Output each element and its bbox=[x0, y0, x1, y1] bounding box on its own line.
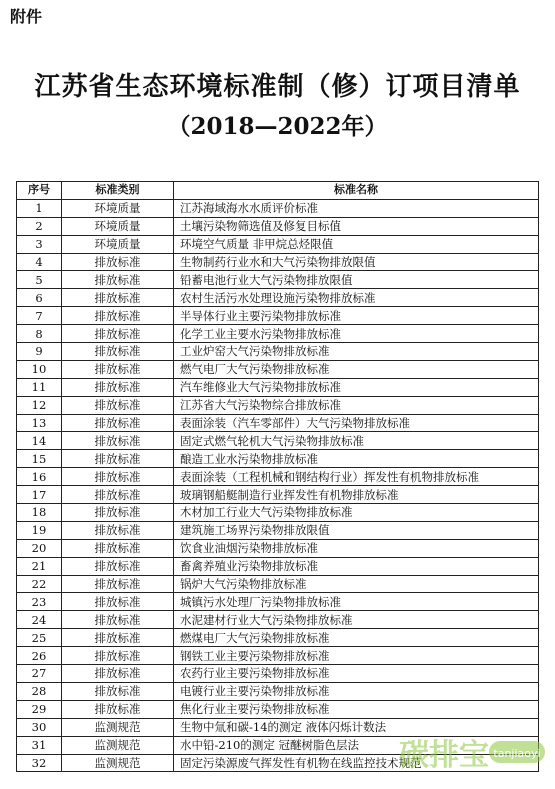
cell-standard-category: 监测规范 bbox=[62, 736, 174, 754]
cell-serial-number: 22 bbox=[17, 575, 62, 593]
header-standard-category: 标准类别 bbox=[62, 182, 174, 200]
cell-serial-number: 14 bbox=[17, 432, 62, 450]
cell-standard-category: 排放标准 bbox=[62, 486, 174, 504]
cell-standard-name: 水泥建材行业大气污染物排放标准 bbox=[174, 611, 539, 629]
cell-standard-category: 排放标准 bbox=[62, 504, 174, 522]
cell-serial-number: 2 bbox=[17, 217, 62, 235]
cell-serial-number: 3 bbox=[17, 235, 62, 253]
cell-standard-category: 排放标准 bbox=[62, 271, 174, 289]
table-row bbox=[17, 235, 539, 253]
cell-serial-number: 8 bbox=[17, 325, 62, 343]
cell-serial-number: 11 bbox=[17, 378, 62, 396]
cell-serial-number: 21 bbox=[17, 557, 62, 575]
cell-standard-category: 排放标准 bbox=[62, 629, 174, 647]
cell-standard-name: 江苏海域海水水质评价标准 bbox=[174, 199, 539, 217]
cell-standard-category: 排放标准 bbox=[62, 682, 174, 700]
cell-standard-name: 铅蓄电池行业大气污染物排放限值 bbox=[174, 271, 539, 289]
cell-standard-category: 监测规范 bbox=[62, 754, 174, 772]
table-row bbox=[17, 199, 539, 217]
cell-serial-number: 9 bbox=[17, 343, 62, 361]
table-row bbox=[17, 414, 539, 432]
document-subtitle: （2018—2022年） bbox=[167, 113, 388, 140]
cell-serial-number: 24 bbox=[17, 611, 62, 629]
cell-serial-number: 31 bbox=[17, 736, 62, 754]
watermark-text-cn: 碳排宝 bbox=[399, 738, 489, 773]
cell-serial-number: 17 bbox=[17, 486, 62, 504]
cell-standard-category: 排放标准 bbox=[62, 360, 174, 378]
cell-standard-name: 固定污染源废气挥发性有机物在线监控技术规范 bbox=[174, 754, 539, 772]
cell-serial-number: 30 bbox=[17, 718, 62, 736]
cell-standard-name: 表面涂装（汽车零部件）大气污染物排放标准 bbox=[174, 414, 539, 432]
cell-standard-name: 农村生活污水处理设施污染物排放标准 bbox=[174, 289, 539, 307]
cell-standard-name: 环境空气质量 非甲烷总烃限值 bbox=[174, 235, 539, 253]
table-row bbox=[17, 450, 539, 468]
table-row bbox=[17, 432, 539, 450]
cell-serial-number: 15 bbox=[17, 450, 62, 468]
cell-standard-name: 生物中氚和碳-14的测定 液体闪烁计数法 bbox=[174, 718, 539, 736]
table-row bbox=[17, 325, 539, 343]
cell-standard-name: 化学工业主要水污染物排放标准 bbox=[174, 325, 539, 343]
table-row bbox=[17, 271, 539, 289]
cell-standard-name: 饮食业油烟污染物排放标准 bbox=[174, 539, 539, 557]
cell-standard-category: 排放标准 bbox=[62, 307, 174, 325]
cell-serial-number: 25 bbox=[17, 629, 62, 647]
attachment-label: 附件 bbox=[10, 7, 43, 26]
cell-serial-number: 7 bbox=[17, 307, 62, 325]
header-standard-name: 标准名称 bbox=[174, 182, 539, 200]
table-row bbox=[17, 575, 539, 593]
cell-standard-name: 工业炉窑大气污染物排放标准 bbox=[174, 343, 539, 361]
cell-standard-name: 燃气电厂大气污染物排放标准 bbox=[174, 360, 539, 378]
cell-standard-category: 排放标准 bbox=[62, 450, 174, 468]
watermark-text-latin: tanjiaoyi bbox=[493, 747, 541, 760]
table-row bbox=[17, 504, 539, 522]
cell-standard-category: 排放标准 bbox=[62, 521, 174, 539]
table-row bbox=[17, 593, 539, 611]
cell-serial-number: 28 bbox=[17, 682, 62, 700]
table-row bbox=[17, 539, 539, 557]
cell-standard-name: 汽车维修业大气污染物排放标准 bbox=[174, 378, 539, 396]
cell-serial-number: 18 bbox=[17, 504, 62, 522]
cell-serial-number: 4 bbox=[17, 253, 62, 271]
cell-standard-name: 焦化行业主要污染物排放标准 bbox=[174, 700, 539, 718]
table-row bbox=[17, 217, 539, 235]
cell-standard-name: 酿造工业水污染物排放标准 bbox=[174, 450, 539, 468]
cell-standard-name: 建筑施工场界污染物排放限值 bbox=[174, 521, 539, 539]
table-row bbox=[17, 378, 539, 396]
table-row bbox=[17, 557, 539, 575]
cell-serial-number: 26 bbox=[17, 647, 62, 665]
cell-standard-name: 半导体行业主要污染物排放标准 bbox=[174, 307, 539, 325]
cell-standard-name: 城镇污水处理厂污染物排放标准 bbox=[174, 593, 539, 611]
cell-standard-category: 排放标准 bbox=[62, 557, 174, 575]
cell-serial-number: 10 bbox=[17, 360, 62, 378]
watermark-logo bbox=[397, 731, 547, 775]
cell-standard-name: 钢铁工业主要污染物排放标准 bbox=[174, 647, 539, 665]
cell-standard-name: 农药行业主要污染物排放标准 bbox=[174, 665, 539, 683]
table-row bbox=[17, 521, 539, 539]
cell-standard-category: 排放标准 bbox=[62, 343, 174, 361]
table-row bbox=[17, 360, 539, 378]
cell-standard-name: 固定式燃气轮机大气污染物排放标准 bbox=[174, 432, 539, 450]
cell-standard-name: 燃煤电厂大气污染物排放标准 bbox=[174, 629, 539, 647]
table-row bbox=[17, 629, 539, 647]
cell-standard-name: 生物制药行业水和大气污染物排放限值 bbox=[174, 253, 539, 271]
table-row bbox=[17, 307, 539, 325]
cell-standard-category: 排放标准 bbox=[62, 289, 174, 307]
cell-standard-name: 江苏省大气污染物综合排放标准 bbox=[174, 396, 539, 414]
cell-standard-category: 排放标准 bbox=[62, 700, 174, 718]
cell-standard-category: 环境质量 bbox=[62, 235, 174, 253]
cell-standard-category: 排放标准 bbox=[62, 539, 174, 557]
table-row bbox=[17, 647, 539, 665]
cell-standard-category: 监测规范 bbox=[62, 718, 174, 736]
cell-standard-category: 环境质量 bbox=[62, 199, 174, 217]
table-header-row bbox=[17, 182, 539, 200]
cell-serial-number: 6 bbox=[17, 289, 62, 307]
table-row bbox=[17, 665, 539, 683]
cell-standard-name: 表面涂装（工程机械和钢结构行业）挥发性有机物排放标准 bbox=[174, 468, 539, 486]
table-row bbox=[17, 253, 539, 271]
cell-standard-name: 水中铅-210的测定 冠醚树脂色层法 bbox=[174, 736, 539, 754]
table-row bbox=[17, 396, 539, 414]
cell-standard-category: 排放标准 bbox=[62, 468, 174, 486]
cell-standard-name: 锅炉大气污染物排放标准 bbox=[174, 575, 539, 593]
table-row bbox=[17, 289, 539, 307]
table-row bbox=[17, 611, 539, 629]
table-row bbox=[17, 343, 539, 361]
cell-serial-number: 23 bbox=[17, 593, 62, 611]
cell-standard-category: 排放标准 bbox=[62, 647, 174, 665]
cell-standard-category: 排放标准 bbox=[62, 665, 174, 683]
cell-standard-category: 排放标准 bbox=[62, 432, 174, 450]
table-row bbox=[17, 468, 539, 486]
cell-standard-category: 排放标准 bbox=[62, 253, 174, 271]
cell-standard-category: 环境质量 bbox=[62, 217, 174, 235]
cell-standard-category: 排放标准 bbox=[62, 611, 174, 629]
cell-standard-category: 排放标准 bbox=[62, 396, 174, 414]
cell-standard-name: 土壤污染物筛选值及修复目标值 bbox=[174, 217, 539, 235]
table-row bbox=[17, 700, 539, 718]
header-serial-number: 序号 bbox=[17, 182, 62, 200]
cell-serial-number: 12 bbox=[17, 396, 62, 414]
cell-serial-number: 13 bbox=[17, 414, 62, 432]
cell-serial-number: 16 bbox=[17, 468, 62, 486]
cell-standard-category: 排放标准 bbox=[62, 414, 174, 432]
table-row bbox=[17, 682, 539, 700]
table-row bbox=[17, 486, 539, 504]
cell-serial-number: 19 bbox=[17, 521, 62, 539]
cell-standard-category: 排放标准 bbox=[62, 378, 174, 396]
cell-serial-number: 32 bbox=[17, 754, 62, 772]
document-title: 江苏省生态环境标准制（修）订项目清单 bbox=[34, 72, 521, 102]
cell-serial-number: 5 bbox=[17, 271, 62, 289]
standards-table bbox=[16, 181, 539, 772]
cell-standard-category: 排放标准 bbox=[62, 593, 174, 611]
cell-standard-category: 排放标准 bbox=[62, 325, 174, 343]
cell-standard-category: 排放标准 bbox=[62, 575, 174, 593]
cell-serial-number: 29 bbox=[17, 700, 62, 718]
cell-standard-name: 玻璃钢船艇制造行业挥发性有机物排放标准 bbox=[174, 486, 539, 504]
cell-standard-name: 木材加工行业大气污染物排放标准 bbox=[174, 504, 539, 522]
cell-serial-number: 20 bbox=[17, 539, 62, 557]
cell-serial-number: 27 bbox=[17, 665, 62, 683]
cell-standard-name: 畜禽养殖业污染物排放标准 bbox=[174, 557, 539, 575]
cell-standard-name: 电镀行业主要污染物排放标准 bbox=[174, 682, 539, 700]
cell-serial-number: 1 bbox=[17, 199, 62, 217]
